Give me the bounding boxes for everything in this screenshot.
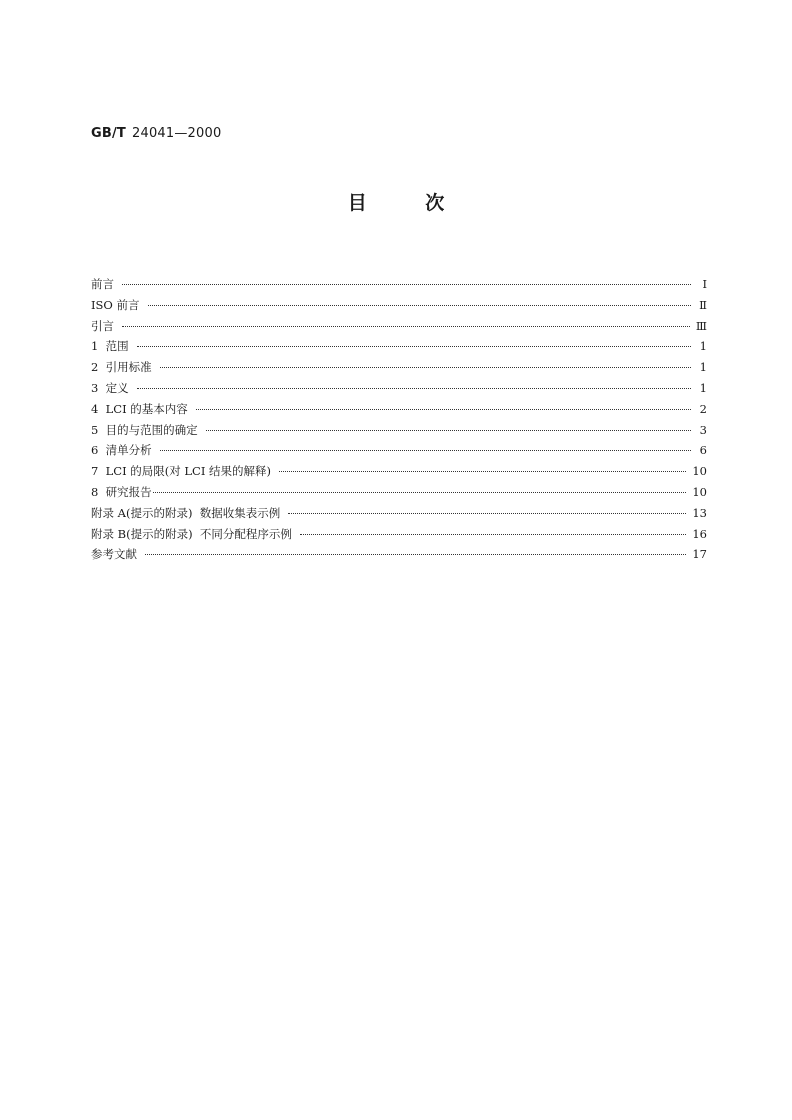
toc-entry-iso-foreword[interactable] [91,297,707,318]
toc-leader-dots [279,471,686,472]
toc-entry-lci-basics[interactable] [91,401,707,422]
toc-entry-page: 10 [692,484,707,499]
toc-entry-goal-and-scope[interactable] [91,422,707,443]
toc-leader-dots [137,388,691,389]
toc-entry-label: 前言 [91,277,114,291]
toc-entry-page: 2 [699,401,707,416]
toc-leader-dots [196,409,691,410]
toc-leader-dots [122,326,690,327]
toc-leader-dots [288,513,686,514]
toc-entry-label: 4 LCI 的基本内容 [91,401,188,416]
toc-entry-page: 3 [699,422,707,437]
toc-entry-label: 附录 B(提示的附录) 不同分配程序示例 [91,526,292,541]
toc-entry-page: Ⅲ [695,318,707,333]
toc-leader-dots [300,534,686,535]
page-title: 目 次 [347,192,445,214]
toc-entry-inventory-analysis[interactable] [91,442,707,463]
toc-entry-page: 17 [692,547,707,562]
toc-entry-annex-a[interactable] [91,505,707,526]
toc-entry-page: I [702,277,707,291]
toc-entry-annex-b[interactable] [91,526,707,547]
toc-leader-dots [137,346,691,347]
toc-entry-page: Ⅱ [699,297,707,312]
toc-entry-page: 1 [699,380,707,395]
toc-entry-page: 16 [692,526,707,541]
toc-entry-page: 6 [699,443,707,458]
toc-entry-scope[interactable] [91,338,707,359]
toc-entry-page: 1 [699,339,707,354]
toc-entry-lci-limitations[interactable] [91,463,707,484]
toc-entry-label: 2 引用标准 [91,360,152,375]
toc-entry-label: 3 定义 [91,380,129,395]
standard-number: 24041—2000 [132,126,222,141]
toc-leader-dots [145,554,686,555]
toc-entry-normative-references[interactable] [91,359,707,380]
toc-entry-label: ISO 前言 [91,297,140,312]
toc-leader-dots [122,284,691,285]
toc-entry-label: 附录 A(提示的附录) 数据收集表示例 [91,505,281,520]
toc-entry-definitions[interactable] [91,380,707,401]
toc-entry-label: 参考文献 [91,547,137,562]
toc-leader-dots [160,367,691,368]
toc-entry-label: 8 研究报告 [91,484,152,499]
toc-entry-introduction[interactable] [91,318,707,339]
toc-leader-dots [160,450,691,451]
toc-entry-page: 13 [692,505,707,520]
toc-entry-bibliography[interactable] [91,546,707,567]
toc-entry-label: 引言 [91,318,114,333]
toc-entry-foreword[interactable] [91,276,707,297]
toc-entry-label: 1 范围 [91,339,129,354]
toc-entry-label: 7 LCI 的局限(对 LCI 结果的解释) [91,464,272,479]
toc-entry-label: 6 清单分析 [91,443,152,458]
standard-code [91,126,221,141]
standard-prefix: GB/T [91,126,126,141]
toc-leader-dots [153,492,687,493]
toc-entry-page: 10 [692,464,707,479]
toc-leader-dots [148,305,691,306]
toc-entry-label: 5 目的与范围的确定 [91,422,198,437]
toc-entry-page: 1 [699,360,707,375]
toc-leader-dots [206,430,691,431]
table-of-contents [91,276,707,567]
toc-entry-study-report[interactable] [91,484,707,505]
